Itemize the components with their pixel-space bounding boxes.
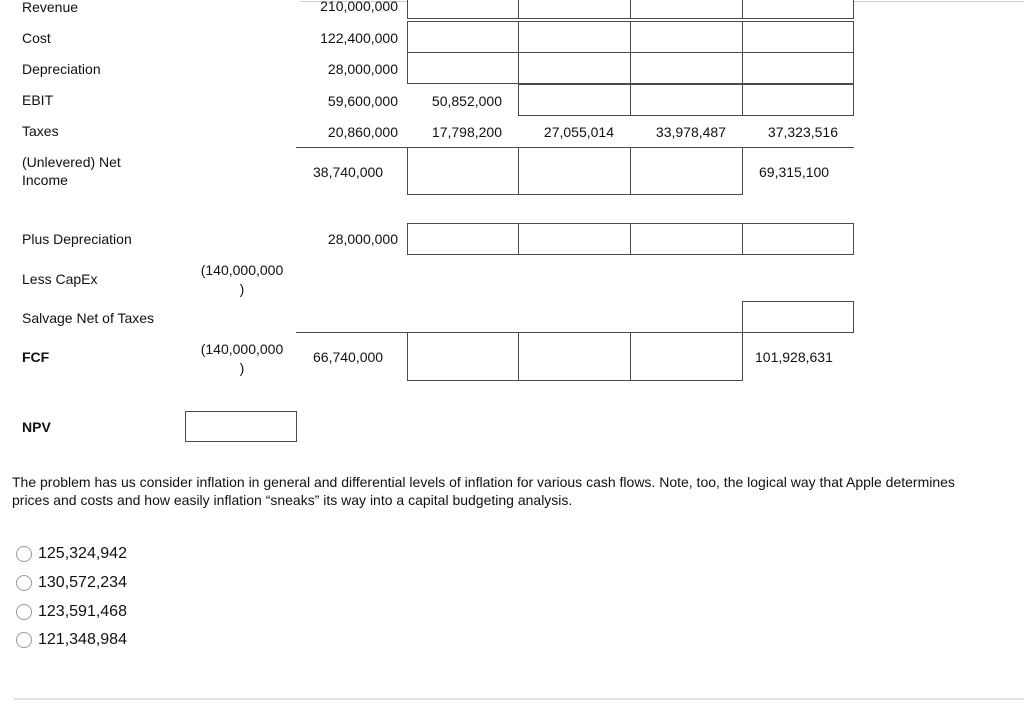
depreciation-y5-input[interactable]: [742, 52, 854, 84]
radio-button-icon[interactable]: [16, 575, 32, 591]
answer-option-3-label: 123,591,468: [38, 603, 127, 620]
taxes-y3: 27,055,014: [543, 124, 614, 140]
net-income-y5: 69,315,100: [759, 164, 830, 180]
label-net-income-line2: Income: [22, 172, 68, 188]
cost-y3-input[interactable]: [518, 21, 631, 53]
answer-option-3[interactable]: [16, 601, 127, 623]
fcf-y0-line2: ): [239, 360, 245, 376]
salvage-y5-input[interactable]: [742, 301, 854, 333]
ebit-y2: 50,852,000: [431, 93, 502, 109]
cost-y1: 122,400,000: [320, 30, 398, 46]
plus-depreciation-y5-input[interactable]: [742, 223, 854, 255]
label-plus-depreciation: Plus Depreciation: [22, 231, 132, 247]
fcf-y4-input[interactable]: [630, 332, 743, 381]
answer-option-4-label: 121,348,984: [38, 631, 127, 648]
label-net-income-line1: (Unlevered) Net: [22, 154, 121, 170]
label-npv: NPV: [22, 419, 51, 435]
taxes-y1: 20,860,000: [327, 124, 398, 140]
label-ebit: EBIT: [22, 92, 54, 108]
label-revenue: Revenue: [22, 0, 79, 15]
revenue-y5-input[interactable]: [742, 0, 854, 19]
depreciation-y3-input[interactable]: [518, 52, 631, 84]
revenue-y3-input[interactable]: [518, 0, 631, 19]
depreciation-y2-input[interactable]: [407, 52, 519, 84]
ebit-y1: 59,600,000: [327, 93, 398, 109]
less-capex-y0: [194, 261, 290, 299]
net-income-y1: 38,740,000: [313, 164, 384, 180]
cost-y2-input[interactable]: [407, 21, 519, 53]
answer-option-1-label: 125,324,942: [38, 545, 127, 562]
net-income-y4-input[interactable]: [630, 147, 743, 195]
radio-button-icon[interactable]: [16, 632, 32, 648]
taxes-y2: 17,798,200: [431, 124, 502, 140]
net-income-y3-input[interactable]: [518, 147, 631, 195]
depreciation-y4-input[interactable]: [630, 52, 743, 84]
bottom-divider: [14, 698, 1024, 700]
problem-note: The problem has us consider inflation in general and differential levels of inflation for various cash flows. Note, too, the logical way that Apple determines prices and costs and how easily inflation “sneaks” its way into a capital budgeting analysis.: [12, 474, 955, 508]
plus-depreciation-y1: 28,000,000: [327, 231, 398, 247]
fcf-y2-input[interactable]: [407, 332, 519, 381]
plus-depreciation-y2-input[interactable]: [407, 223, 519, 255]
answer-option-4[interactable]: [16, 629, 127, 651]
answer-option-2[interactable]: [16, 572, 127, 594]
ebit-y4-input[interactable]: [630, 84, 743, 116]
fcf-y1: 66,740,000: [313, 349, 384, 365]
less-capex-y0-line1: (140,000,000: [200, 262, 284, 278]
npv-input[interactable]: [185, 411, 297, 442]
fcf-y0-line1: (140,000,000: [200, 341, 284, 357]
radio-button-icon[interactable]: [16, 546, 32, 562]
ebit-y5-input[interactable]: [742, 84, 854, 116]
depreciation-y1: 28,000,000: [327, 61, 398, 77]
label-less-capex: Less CapEx: [22, 271, 98, 287]
answer-option-1[interactable]: [16, 543, 127, 565]
taxes-y4: 33,978,487: [655, 124, 726, 140]
less-capex-y0-line2: ): [239, 281, 245, 297]
radio-button-icon[interactable]: [16, 604, 32, 620]
plus-depreciation-y3-input[interactable]: [518, 223, 631, 255]
label-salvage: Salvage Net of Taxes: [22, 310, 155, 326]
fcf-y3-input[interactable]: [518, 332, 631, 381]
label-depreciation: Depreciation: [22, 61, 101, 77]
taxes-y5: 37,323,516: [767, 124, 838, 140]
net-income-y2-input[interactable]: [407, 147, 519, 195]
ebit-y3-input[interactable]: [518, 84, 631, 116]
revenue-y2-input[interactable]: [407, 0, 519, 19]
plus-depreciation-y4-input[interactable]: [630, 223, 743, 255]
label-fcf: FCF: [22, 349, 50, 365]
revenue-y4-input[interactable]: [630, 0, 743, 19]
answer-option-2-label: 130,572,234: [38, 574, 127, 591]
fcf-y5: 101,928,631: [755, 349, 833, 365]
label-cost: Cost: [22, 30, 51, 46]
cost-y5-input[interactable]: [742, 21, 854, 53]
fcf-y0: [194, 340, 290, 378]
label-taxes: Taxes: [22, 123, 59, 139]
revenue-y1: 210,000,000: [320, 0, 398, 14]
cost-y4-input[interactable]: [630, 21, 743, 53]
